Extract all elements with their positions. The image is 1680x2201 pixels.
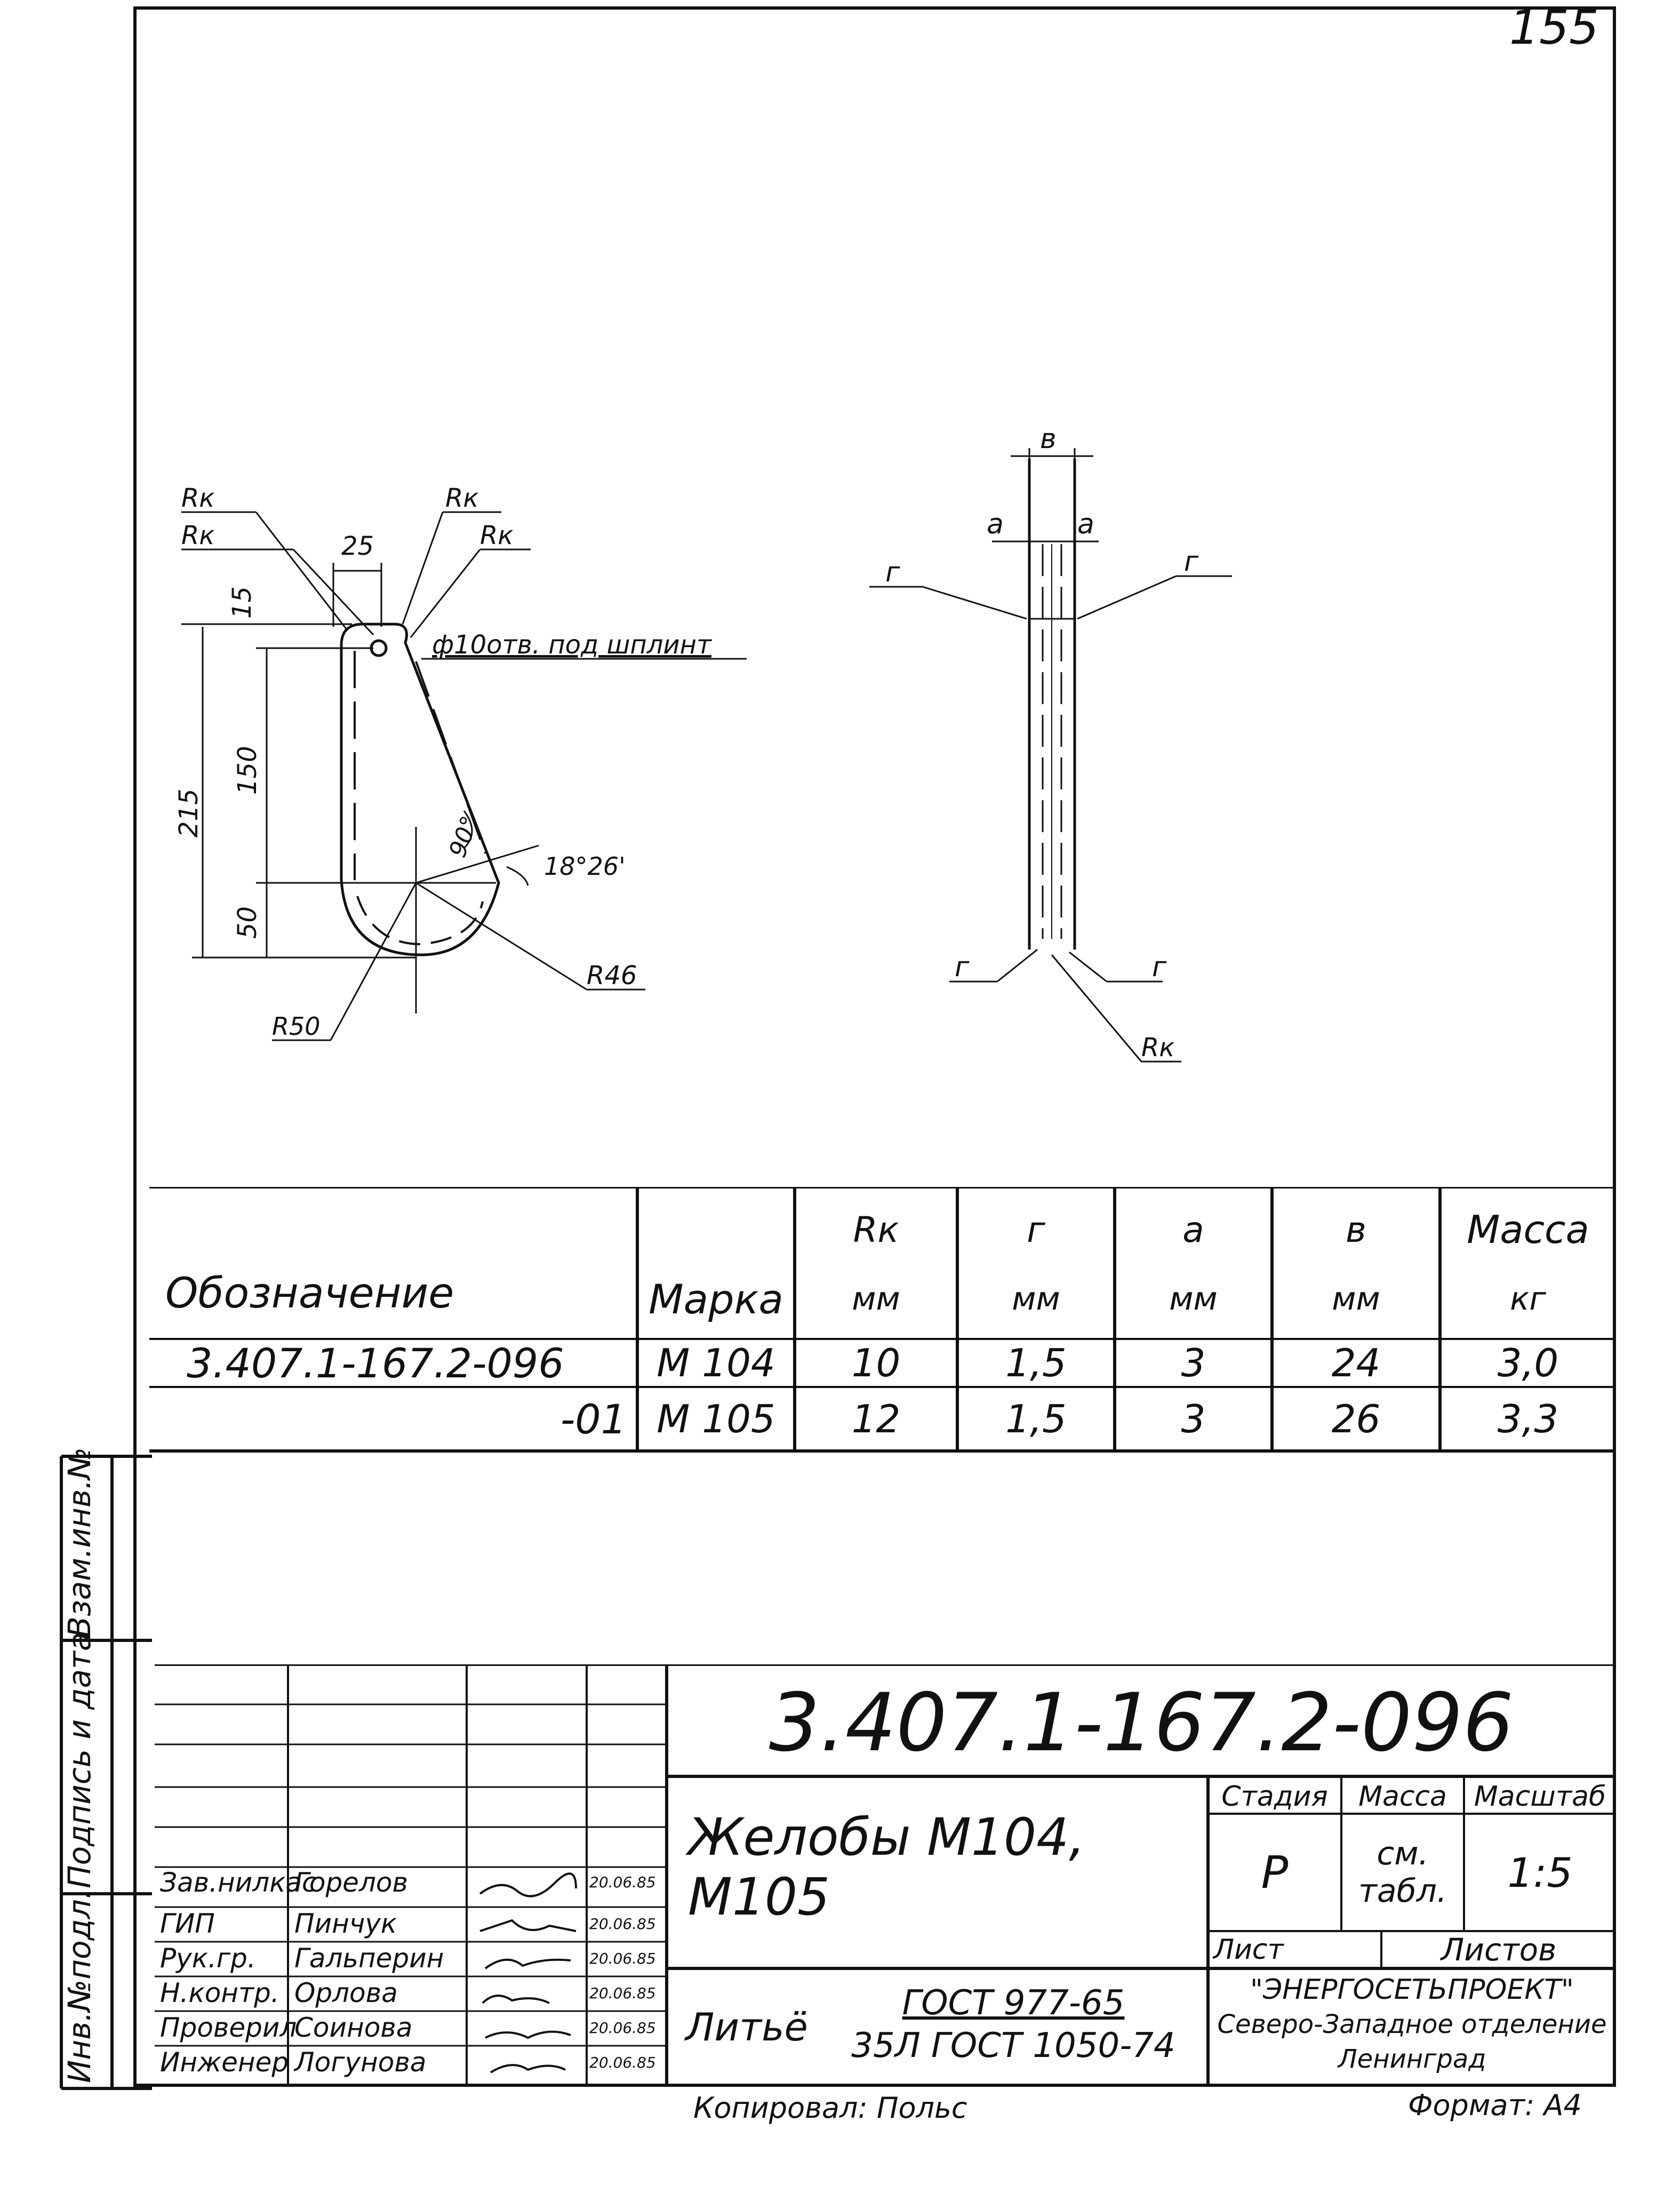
r50-label: R50 — [272, 1012, 321, 1041]
side-sign-date: Подпись и дата — [61, 1632, 98, 1888]
format-label: Формат: А4 — [1408, 2088, 1582, 2122]
sig-role-5: Проверил — [160, 2012, 297, 2043]
header-b: в — [1346, 1209, 1366, 1250]
sheet-number: 155 — [1509, 0, 1599, 55]
sig-role-4: Н.контр. — [160, 1977, 279, 2008]
angle-18: 18°26' — [544, 852, 626, 881]
rk-label-4: Rк — [480, 521, 514, 551]
row2-designation: -01 — [560, 1395, 627, 1443]
sig-date-2: 20.06.85 — [589, 1915, 656, 1933]
dim-25: 25 — [341, 531, 374, 561]
sig-role-6: Инженер — [160, 2047, 289, 2078]
copied-by: Копировал: Польс — [693, 2091, 967, 2125]
stage-value: Р — [1261, 1846, 1289, 1899]
row1-r: 1,5 — [1005, 1341, 1067, 1385]
dim-50: 50 — [233, 906, 262, 939]
row2-mark: М 105 — [657, 1397, 775, 1441]
sig-date-1: 20.06.85 — [589, 1873, 656, 1891]
sheets-label: Листов — [1441, 1932, 1557, 1968]
side-inv-replace: Взам.инв.№ — [61, 1447, 98, 1638]
row2-mass: 3,3 — [1497, 1397, 1559, 1441]
sig-name-6: Логунова — [294, 2047, 427, 2078]
row2-a: 3 — [1181, 1397, 1206, 1441]
sig-name-2: Пинчук — [294, 1908, 397, 1939]
header-designation: Обозначение — [165, 1270, 454, 1318]
label-a-right: а — [1077, 508, 1094, 540]
standard-1: ГОСТ 977-65 — [902, 1983, 1125, 2023]
sig-name-5: Соинова — [294, 2012, 413, 2043]
sig-name-4: Орлова — [294, 1977, 398, 2008]
sig-role-3: Рук.гр. — [160, 1943, 256, 1974]
dim-150: 150 — [233, 746, 262, 795]
hole-note: ф10отв. под шплинт — [432, 630, 711, 660]
stage-label: Стадия — [1221, 1780, 1328, 1813]
row1-mark: М 104 — [657, 1341, 775, 1385]
document-title: Желобы М104, М105 — [688, 1807, 1085, 1927]
label-b: в — [1040, 423, 1057, 455]
title-block — [155, 1664, 1616, 2086]
header-b-unit: мм — [1332, 1280, 1380, 1318]
header-a-unit: мм — [1169, 1280, 1218, 1318]
row1-a: 3 — [1181, 1341, 1206, 1385]
row2-rk: 12 — [851, 1397, 901, 1441]
header-rk: Rк — [853, 1209, 899, 1250]
scale-value: 1:5 — [1507, 1848, 1573, 1896]
rk-label-2: Rк — [181, 521, 215, 551]
standard-2: 35Л ГОСТ 1050-74 — [851, 2026, 1175, 2066]
angle-90: 90° — [444, 812, 484, 861]
label-r-1: г — [885, 556, 900, 588]
dim-15: 15 — [227, 586, 257, 619]
row1-designation: 3.407.1-167.2-096 — [187, 1339, 564, 1387]
header-mass: Масса — [1467, 1207, 1589, 1252]
sig-name-1: Горелов — [294, 1867, 408, 1898]
sig-role-2: ГИП — [160, 1908, 215, 1939]
header-r: г — [1027, 1209, 1045, 1250]
row1-b: 24 — [1331, 1341, 1381, 1385]
label-rk: Rк — [1141, 1033, 1175, 1063]
signature-scribbles — [469, 1867, 584, 2086]
header-rk-unit: мм — [852, 1280, 900, 1318]
header-r-unit: мм — [1012, 1280, 1060, 1318]
org-division: Северо-Западное отделение — [1217, 2009, 1607, 2039]
sig-date-3: 20.06.85 — [589, 1950, 656, 1967]
drawing-2-section — [869, 448, 1232, 1062]
mass-label: Масса — [1358, 1780, 1447, 1813]
sig-role-1: Зав.нилкас — [160, 1867, 317, 1898]
row1-rk: 10 — [851, 1341, 901, 1385]
header-a: а — [1182, 1209, 1204, 1250]
sheet-label: Лист — [1213, 1934, 1284, 1966]
label-r-4: г — [1152, 951, 1167, 983]
rk-label-1: Rк — [181, 483, 215, 513]
dim-215: 215 — [174, 788, 204, 838]
header-mark: Марка — [649, 1275, 783, 1323]
sig-date-6: 20.06.85 — [589, 2054, 656, 2071]
rk-label-3: Rк — [445, 483, 479, 513]
label-r-2: г — [1184, 546, 1199, 578]
casting-label: Литьё — [685, 2005, 808, 2050]
org-name: "ЭНЕРГОСЕТЬПРОЕКТ" — [1250, 1974, 1574, 2006]
header-mass-unit: кг — [1510, 1280, 1546, 1318]
r46-label: R46 — [587, 961, 637, 991]
document-code: 3.407.1-167.2-096 — [769, 1677, 1514, 1769]
side-inv-orig: Инв.№подл. — [61, 1889, 98, 2083]
scale-label: Масштаб — [1474, 1780, 1606, 1813]
label-r-3: г — [955, 951, 970, 983]
row1-mass: 3,0 — [1497, 1341, 1559, 1385]
label-a-left: а — [987, 508, 1004, 540]
drawing-1-profile — [181, 512, 747, 1040]
org-city: Ленинград — [1338, 2044, 1486, 2074]
mass-value: см. табл. — [1358, 1835, 1447, 1910]
spec-table — [149, 1187, 1616, 1456]
sig-date-4: 20.06.85 — [589, 1984, 656, 2002]
row2-r: 1,5 — [1005, 1397, 1067, 1441]
row2-b: 26 — [1331, 1397, 1381, 1441]
sig-date-5: 20.06.85 — [589, 2019, 656, 2037]
sig-name-3: Гальперин — [294, 1943, 444, 1974]
